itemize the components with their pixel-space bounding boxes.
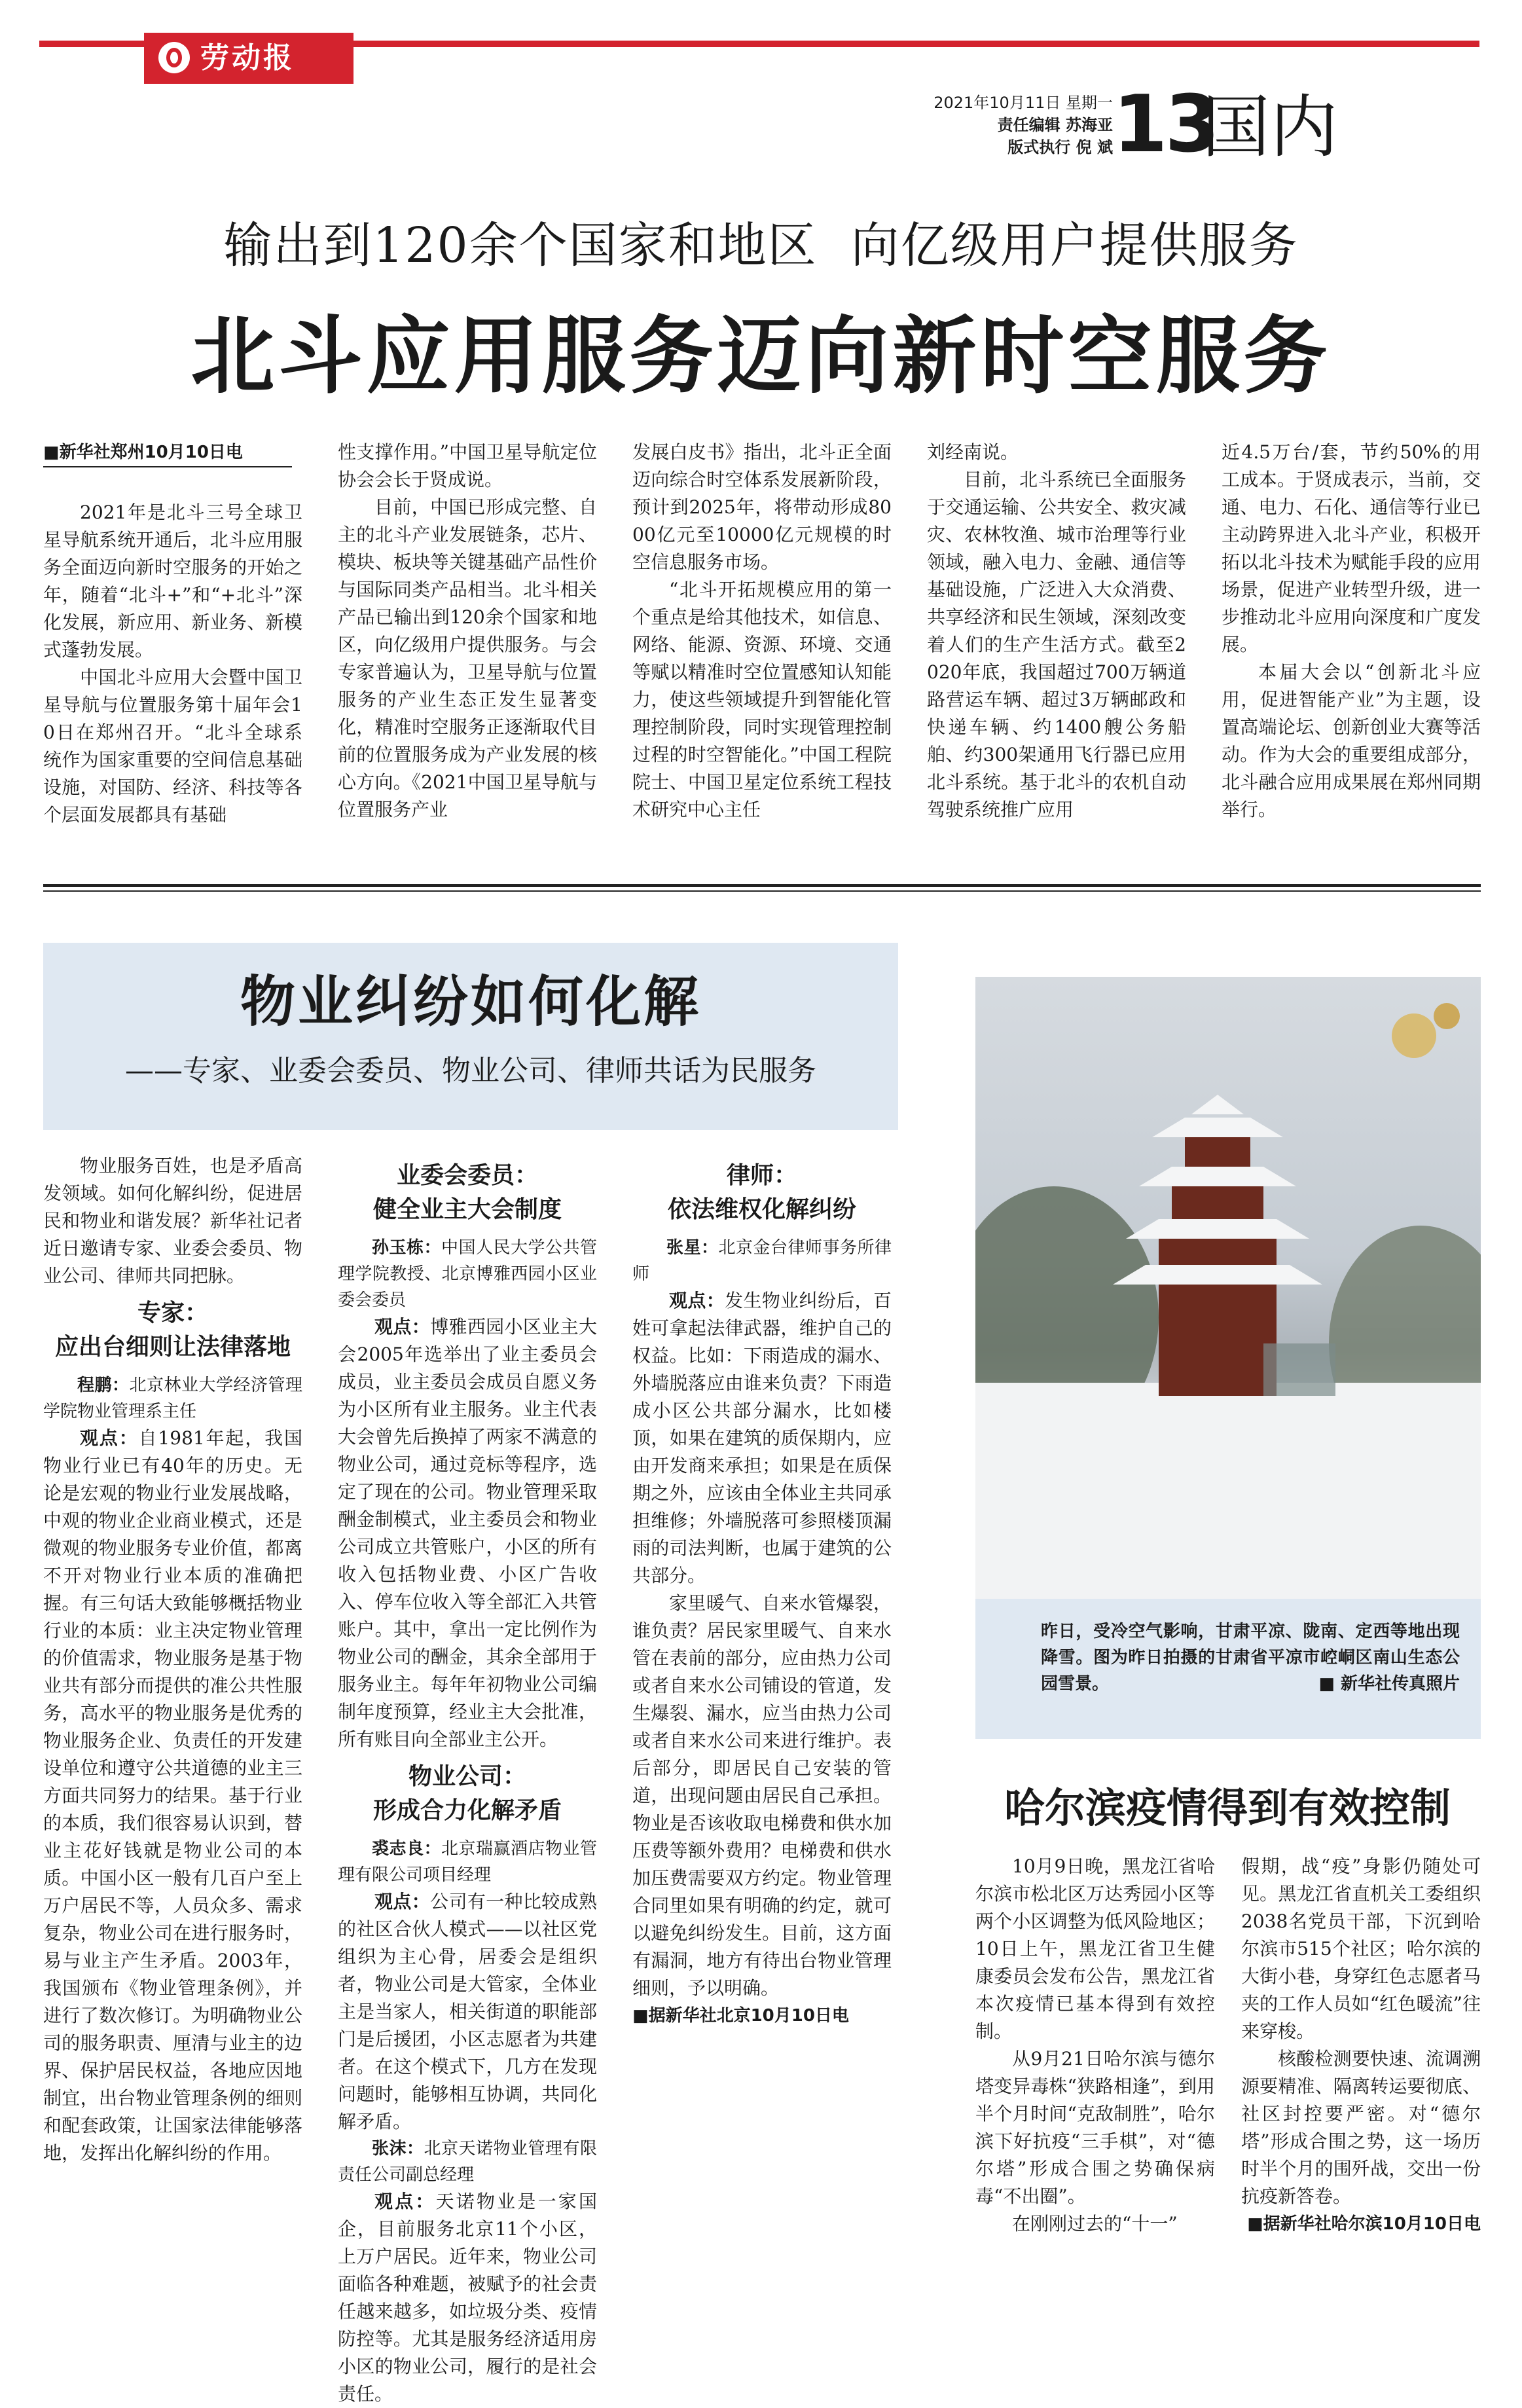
paragraph: 目前，北斗系统已全面服务于交通运输、公共安全、救灾减灾、农林牧渔、城市治理等行业领域，融入电力、金融、通信等基础设施，广泛进入大众消费、共享经济和民生领域，深刻改变着人们的生产生活方式。截至2020年底，我国超过700万辆道路营运车辆、超过3万辆邮政和快递车辆、约1400艘公务船舶、约300架通用飞行器已应用北斗系统。基于北斗的农机自动驾驶系统推广应用 (927, 469, 1186, 820)
paragraph: 假期，战“疫”身影仍随处可见。黑龙江省直机关工委组织2038名党员干部，下沉到哈尔滨市515个社区；哈尔滨的大街小巷，身穿红色志愿者马夹的工作人员如“红色暖流”往来穿梭。 (1241, 1855, 1481, 2042)
paragraph: “北斗开拓规模应用的第一个重点是给其他技术，如信息、网络、能源、资源、环境、交通等赋以精准时空位置感知认知能力，使这些领域提升到智能化管理控制阶段，同时实现管理控制过程的时空智能化。”中国工程院院士、中国卫星定位系统工程技术研究中心主任 (632, 579, 892, 820)
paragraph: 性支撑作用。”中国卫星导航定位协会会长于贤成说。 (338, 441, 597, 490)
a1-col-2 (338, 439, 597, 824)
a2-sec3-heading: 物业公司： 形成合力化解矛盾 (372, 1763, 562, 1824)
paragraph: 从9月21日哈尔滨与德尔塔变异毒株“狭路相逢”，到用半个月时间“克敌制胜”，哈尔滨下好抗疫“三手棋”，对“德尔塔”形成合围之势确保病毒“不出圈”。 (975, 2048, 1215, 2207)
masthead-logo-block (144, 33, 353, 84)
a1-col-4 (927, 439, 1186, 824)
speaker-role: 北京天诺物业管理有限责任公司副总经理 (338, 2139, 597, 2185)
page-number: 13 (1113, 79, 1217, 170)
masthead-layout: 版式执行 倪 斌 (1007, 138, 1113, 156)
section-divider-thin (43, 890, 1481, 892)
a2-sec4-heading: 律师： 依法维权化解纠纷 (667, 1162, 856, 1223)
masthead-logo-text: 劳动报 (200, 41, 295, 75)
speaker-view: 博雅西园小区业主大会2005年选举出了业主委员会成员，业主委员会成员自愿义务为小区所有业主服务。业主代表大会曾先后换掉了两家不满意的物业公司，通过竞标等程序，选定了现在的公司。物业管理采取酬金制模式，业主委员会和物业公司成立共管账户，小区的所有收入包括物业费、小区广告收入、停车位收入等全部汇入共管账户。其中，拿出一定比例作为物业公司的酬金，其余全部用于服务业主。每年年初物业公司编制年度预算，经业主大会批准，所有账目向全部业主公开。 (338, 1316, 597, 1750)
speaker-name: 张沫： (372, 2139, 424, 2159)
a1-col-5 (1222, 439, 1481, 824)
a2-col-2: 业委会委员： 健全业主大会制度 孙玉栋：中国人民大学公共管理学院教授、北京博雅西园小区业委会委员 观点：博雅西园小区业主大会2005年选举出了业主委员会成员，业主委员会成员自愿义务为小区所有业主服务。业主代表大会曾先后换掉了两家不满意的物业公司，通过竞标等程序，选定了现在的公司。物业管理采取酬金制模式，业主委员会和物业公司成立共管账户，小区的所有收入包括物业费、小区广告收入、停车位收入等全部汇入共管账户。其中，拿出一定比例作为物业公司的酬金，其余全部用于服务业主。每年年初物业公司编制年度预算，经业主大会批准，所有账目向全部业主公开。 物业公司： 形成合力化解矛盾 裘志良：北京瑞赢酒店物业管理有限公司项目经理 观点：公司有一种比较成熟的社区合伙人模式——以社区党组织为主心骨，居委会是组织者，物业公司是大管家，全体业主是当家人，相关街道的职能部门是后援团，小区志愿者为共建者。在这个模式下，几方在发现问题时，能够相互协调，共同化解矛盾。 张沫：北京天诺物业管理有限责任公司副总经理 观点：天诺物业是一家国企，目前服务北京11个小区，上万户居民。近年来，物业公司面临各种难题，被赋予的社会责任越来越多，如垃圾分类、疫情防控等。尤其是服务经济适用房小区的物业公司，履行的是社会责任。 (338, 1159, 597, 2408)
paragraph: 核酸检测要快速、流调溯源要精准、隔离转运要彻底、社区封控要严密。对“德尔塔”形成合围之势，这一场历时半个月的围歼战，交出一份抗疫新答卷。 (1241, 2048, 1481, 2207)
a2-intro: 物业服务百姓，也是矛盾高发领域。如何化解纠纷，促进居民和物业和谐发展？新华社记者近日邀请专家、业委会委员、物业公司、律师共同把脉。 (43, 1155, 302, 1286)
a3-dateline: ■据新华社哈尔滨10月10日电 (1247, 2214, 1481, 2234)
speaker-role: 北京瑞赢酒店物业管理有限公司项目经理 (338, 1839, 597, 1885)
speaker-role: 中国人民大学公共管理学院教授、北京博雅西园小区业委会委员 (338, 1238, 597, 1310)
masthead-date: 2021年10月11日 星期一 (933, 94, 1113, 112)
paragraph: 2021年是北斗三号全球卫星导航系统开通后，北斗应用服务全面迈向新时空服务的开始之年，随着“北斗+”和“+北斗”深化发展，新应用、新业务、新模式蓬勃发展。 (43, 502, 302, 661)
a1-col-1 (43, 439, 302, 829)
paragraph: 发展白皮书》指出，北斗正全面迈向综合时空体系发展新阶段，预计到2025年，将带动形成8000亿元至10000亿元规模的时空信息服务市场。 (632, 441, 892, 573)
masthead-info (903, 92, 1113, 158)
paragraph: 10月9日晚，黑龙江省哈尔滨市松北区万达秀园小区等两个小区调整为低风险地区；10日上午，黑龙江省卫生健康委员会发布公告，黑龙江省本次疫情已基本得到有效控制。 (975, 1855, 1215, 2042)
a1-dateline: ■新华社郑州10月10日电 (43, 443, 243, 462)
photo-caption: 昨日，受冷空气影响，甘肃平凉、陇南、定西等地出现降雪。图为昨日拍摄的甘肃省平凉市崆峒区南山生态公园雪景。 ■ 新华社传真照片 (1041, 1618, 1460, 1697)
speaker-view: 天诺物业是一家国企，目前服务北京11个小区，上万户居民。近年来，物业公司面临各种难题，被赋予的社会责任越来越多，如垃圾分类、疫情防控等。尤其是服务经济适用房小区的物业公司，履行的是社会责任。 (338, 2191, 597, 2405)
speaker-name: 孙玉栋： (372, 1238, 441, 1258)
paragraph: 刘经南说。 (927, 441, 1019, 463)
speaker-name: 张星： (666, 1238, 719, 1258)
paragraph: 目前，中国已形成完整、自主的北斗产业发展链条，芯片、模块、板块等关键基础产品性价与国际同类产品相当。北斗相关产品已输出到120余个国家和地区，向亿级用户提供服务。与会专家普遍认为，卫星导航与位置服务的产业生态正发生显著变化，精准时空服务正逐渐取代目前的位置服务成为产业发展的核心方向。《2021中国卫星导航与位置服务产业 (338, 496, 597, 820)
a2-sec1-heading: 专家： 应出台细则让法律落地 (54, 1300, 291, 1360)
paragraph: 家里暖气、自来水管爆裂，谁负责？居民家里暖气、自来水管在表前的部分，应由热力公司或者自来水公司铺设的管道，发生爆裂、漏水，应当由热力公司或者自来水公司来进行维护。表后部分，即居民自己安装的管道，出现问题由居民自己承担。物业是否该收取电梯费和供水加压费等额外费用？电梯费和供水加压费需要双方约定。物业管理合同里如果有明确的约定，就可以避免纠纷发生。目前，这方面有漏洞，地方有待出台物业管理细则，予以明确。 (632, 1592, 892, 1999)
a2-col-3: 律师： 依法维权化解纠纷 张星：北京金台律师事务所律师 观点：发生物业纠纷后，百姓可拿起法律武器，维护自己的权益。比如：下雨造成的漏水、外墙脱落应由谁来负责？下雨造成小区公共部分漏水，比如楼顶，如果在建筑的质保期内，应由开发商来承担；如果是在质保期之外，应该由全体业主共同承担维修；外墙脱落可参照楼顶漏雨的司法判断，也属于建筑的公共部分。 家里暖气、自来水管爆裂，谁负责？居民家里暖气、自来水管在表前的部分，应由热力公司或者自来水公司铺设的管道，发生爆裂、漏水，应当由热力公司或者自来水公司来进行维护。表后部分，即居民自己安装的管道，出现问题由居民自己承担。物业是否该收取电梯费和供水加压费等额外费用？电梯费和供水加压费需要双方约定。物业管理合同里如果有明确的约定，就可以避免纠纷发生。目前，这方面有漏洞，地方有待出台物业管理细则，予以明确。 ■据新华社北京10月10日电 (632, 1152, 892, 2030)
a2-col-1: 物业服务百姓，也是矛盾高发领域。如何化解纠纷，促进居民和物业和谐发展？新华社记者近日邀请专家、业委会委员、物业公司、律师共同把脉。 专家： 应出台细则让法律落地 程鹏：北京林业大学经济管理学院物业管理系主任 观点：自1981年起，我国物业行业已有40年的历史。无论是宏观的物业行业发展战略，中观的物业企业商业模式，还是微观的物业服务专业价值，都离不开对物业行业本质的准确把握。有三句话大致能够概括物业行业的本质：业主决定物业管理的价值需求，物业服务是基于物业共有部分而提供的准公共性服务，高水平的物业服务是优秀的物业服务企业、负责任的开发建设单位和遵守公共道德的业主三方面共同努力的结果。基于行业的本质，我们很容易认识到，替业主花好钱就是物业公司的本质。中国小区一般有几百户至上万户居民不等，人员众多、需求复杂，物业公司在进行服务时，易与业主产生矛盾。2003年，我国颁布《物业管理条例》，并进行了数次修订。为明确物业公司的服务职责、厘清与业主的边界、保护居民权益，各地应因地制宜，出台物业管理条例的细则和配套政策，让国家法律能够落地，发挥出化解纠纷的作用。 (43, 1152, 302, 2167)
a2-title-box (43, 943, 898, 1130)
pavilion-snow-scene (975, 977, 1481, 1599)
a1-kicker: 输出到120余个国家和地区 向亿级用户提供服务 (223, 217, 1299, 274)
a2-sec2-heading: 业委会委员： 健全业主大会制度 (372, 1162, 562, 1223)
a1-col-3 (632, 439, 892, 824)
a3-title: 哈尔滨疫情得到有效控制 (1004, 1784, 1451, 1832)
paragraph: 中国北斗应用大会暨中国卫星导航与位置服务第十届年会10日在郑州召开。“北斗全球系统作为国家重要的空间信息基础设施，对国防、经济、科技等各个层面发展都具有基础 (43, 666, 302, 826)
speaker-view: 公司有一种比较成熟的社区合伙人模式——以社区党组织为主心骨，居委会是组织者，物业公司是大管家，全体业主是当家人，相关街道的职能部门是后援团，小区志愿者为共建者。在这个模式下，几方在发现问题时，能够相互协调，共同化解矛盾。 (338, 1891, 597, 2132)
section-name: 国内 (1202, 87, 1339, 167)
speaker-role: 北京林业大学经济管理学院物业管理系主任 (43, 1376, 302, 1421)
masthead-editor: 责任编辑 苏海亚 (997, 116, 1113, 134)
a2-title: 物业纠纷如何化解 (240, 970, 701, 1034)
photo-caption-box (975, 1599, 1481, 1739)
speaker-role: 北京金台律师事务所律师 (632, 1238, 892, 1284)
a2-subtitle: ——专家、业委会委员、物业公司、律师共话为民服务 (125, 1054, 816, 1087)
snow-photo (975, 977, 1481, 1599)
speaker-view: 自1981年起，我国物业行业已有40年的历史。无论是宏观的物业行业发展战略，中观的物业企业商业模式，还是微观的物业服务专业价值，都离不开对物业行业本质的准确把握。有三句话大致能够概括物业行业的本质：业主决定物业管理的价值需求，物业服务是基于物业共有部分而提供的准公共性服务，高水平的物业服务是优秀的物业服务企业、负责任的开发建设单位和遵守公共道德的业主三方面共同努力的结果。基于行业的本质，我们很容易认识到，替业主花好钱就是物业公司的本质。中国小区一般有几百户至上万户居民不等，人员众多、需求复杂，物业公司在进行服务时，易与业主产生矛盾。2003年，我国颁布《物业管理条例》，并进行了数次修订。为明确物业公司的服务职责、厘清与业主的边界、保护居民权益，各地应因地制宜，出台物业管理条例的细则和配套政策，让国家法律能够落地，发挥出化解纠纷的作用。 (43, 1427, 302, 2164)
section-divider (43, 884, 1481, 887)
speaker-view: 发生物业纠纷后，百姓可拿起法律武器，维护自己的权益。比如：下雨造成的漏水、外墙脱落应由谁来负责？下雨造成小区公共部分漏水，比如楼顶，如果在建筑的质保期内，应由开发商来承担；如果是在质保期之外，应该由全体业主共同承担维修；外墙脱落可参照楼顶漏雨的司法判断，也属于建筑的公共部分。 (632, 1290, 892, 1586)
paragraph: 在刚刚过去的“十一” (1012, 2213, 1178, 2235)
logo-icon (158, 42, 190, 73)
a2-dateline: ■据新华社北京10月10日电 (632, 2006, 849, 2026)
a3-col-1 (975, 1853, 1215, 2238)
a1-title: 北斗应用服务迈向新时空服务 (190, 308, 1332, 405)
paragraph: 本届大会以“创新北斗应用，促进智能产业”为主题，设置高端论坛、创新创业大赛等活动。作为大会的重要组成部分，北斗融合应用成果展在郑州同期举行。 (1222, 661, 1481, 820)
speaker-name: 程鹏： (77, 1376, 130, 1395)
paragraph: 近4.5万台/套，节约50%的用工成本。于贤成表示，当前，交通、电力、石化、通信等行业已主动跨界进入北斗产业，积极开拓以北斗技术为赋能手段的应用场景，促进产业转型升级，进一步推动北斗应用向深度和广度发展。 (1222, 441, 1481, 655)
photo-credit: ■ 新华社传真照片 (1318, 1674, 1460, 1694)
speaker-name: 裘志良： (372, 1839, 441, 1859)
a3-col-2 (1241, 1853, 1481, 2238)
